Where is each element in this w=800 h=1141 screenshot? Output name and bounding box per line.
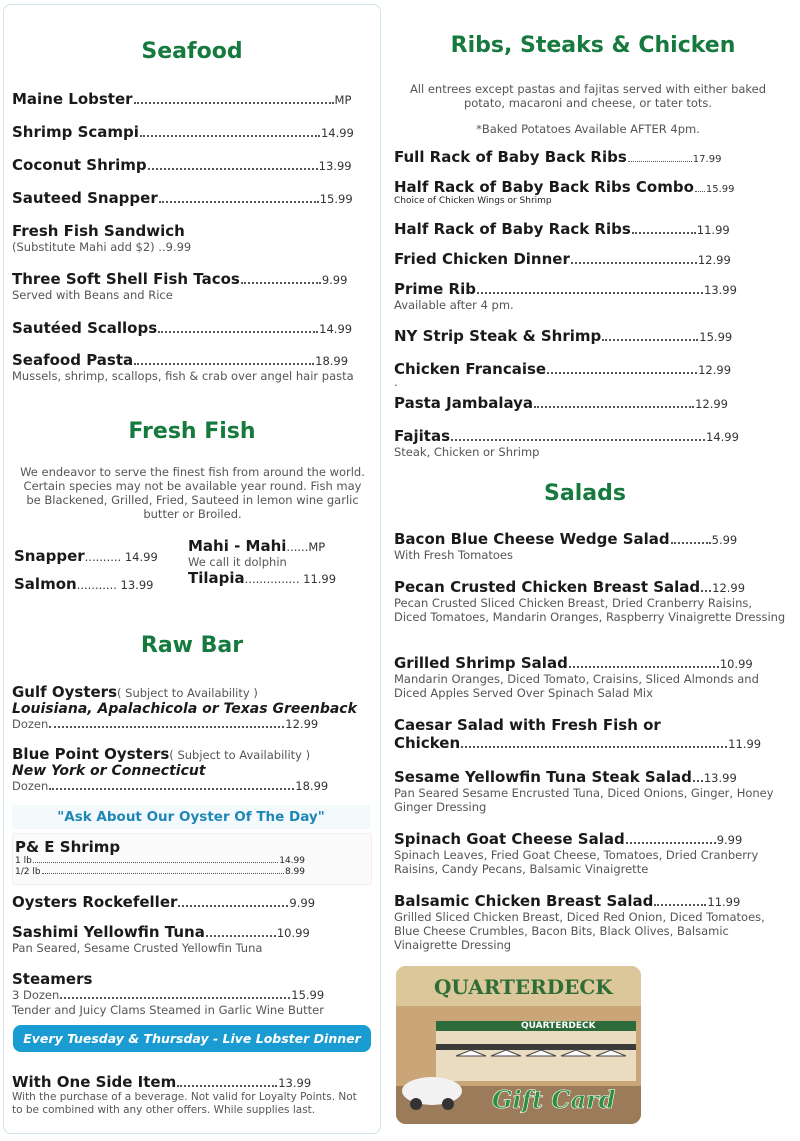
menu-item-maine-lobster (12, 90, 367, 108)
item-name: Pecan Crusted Chicken Breast Salad (394, 578, 701, 596)
fish-col-left (14, 547, 158, 593)
item-name: Steamers (12, 970, 93, 988)
item-name: Salmon (14, 575, 77, 593)
item-price: 8.99 (284, 867, 305, 877)
gift-card-logo: QUARTERDECK (434, 975, 613, 999)
live-lobster-banner: Every Tuesday & Thursday - Live Lobster Dinner (13, 1025, 371, 1052)
menu-item-fish-tacos (12, 270, 367, 302)
dot-leader (33, 862, 278, 863)
item-qty: Dozen (12, 717, 49, 731)
item-name: Gulf Oysters (12, 683, 118, 701)
menu-item-prime-rib (394, 280, 786, 312)
dot-leader (654, 904, 706, 906)
dot-leader (241, 282, 321, 284)
gift-card-label: Gift Card (492, 1085, 616, 1114)
item-name: Fried Chicken Dinner (394, 250, 570, 268)
item-description: We call it dolphin (188, 555, 287, 569)
item-price: MP (334, 93, 352, 107)
menu-item-wedge-salad (394, 530, 786, 562)
fresh-fish-title: Fresh Fish (128, 419, 256, 444)
menu-item-sauteed-snapper (12, 189, 367, 207)
item-price: 14.99 (279, 856, 305, 866)
fish-tilapia (188, 569, 336, 587)
item-name: Blue Point Oysters (12, 745, 170, 763)
item-price: 5.99 (711, 533, 738, 547)
fish-col-right (188, 537, 336, 587)
item-price: ......MP (286, 540, 326, 554)
item-name: Sashimi Yellowfin Tuna (12, 923, 205, 941)
item-description: Choice of Chicken Wings or Shrimp (394, 196, 552, 206)
menu-item-chicken-francaise (394, 360, 786, 389)
item-price: 10.99 (276, 926, 310, 940)
availability-note: ( Subject to Availability ) (117, 686, 258, 700)
item-price: 18.99 (295, 779, 329, 793)
item-name: Bacon Blue Cheese Wedge Salad (394, 530, 670, 548)
item-name: Oysters Rockefeller (12, 893, 178, 911)
dot-leader (134, 363, 314, 365)
item-description: With the purchase of a beverage. Not valid for Loyalty Points. Not to be combined with any other offers. While supplies last. (12, 1091, 357, 1116)
item-qty: Dozen (12, 779, 49, 793)
item-price: 14.99 (320, 126, 354, 140)
item-price: ............... 11.99 (244, 572, 337, 586)
item-price: 11.99 (696, 223, 730, 237)
item-name: Balsamic Chicken Breast Salad (394, 892, 654, 910)
item-name: Three Soft Shell Fish Tacos (12, 270, 240, 288)
item-name: Maine Lobster (12, 90, 133, 108)
dot-leader (534, 406, 694, 408)
dot-leader (178, 905, 288, 907)
fish-salmon (14, 575, 158, 593)
item-description: Pecan Crusted Sliced Chicken Breast, Dried Cranberry Raisins, Diced Tomatoes, Mandarin Oranges, Raspberry Vinaigrette Dressing (394, 596, 786, 624)
menu-item-ny-strip (394, 327, 786, 345)
dot-leader (159, 201, 319, 203)
menu-item-sauteed-scallops (12, 319, 367, 337)
item-name: P& E Shrimp (15, 838, 121, 856)
item-description: . (394, 375, 398, 389)
item-price: 15.99 (319, 192, 353, 206)
item-description: Pan Seared, Sesame Crusted Yellowfin Tuna (12, 941, 263, 955)
item-name: Fajitas (394, 427, 450, 445)
menu-item-full-rack (394, 148, 786, 166)
item-description: Spinach Leaves, Fried Goat Cheese, Tomatoes, Dried Cranberry Raisins, Candy Pecans, Balsamic Vinaigrette (394, 848, 759, 876)
item-qty: 1 lb (15, 856, 32, 866)
dot-leader (477, 292, 703, 294)
dot-leader (60, 997, 290, 999)
dot-leader (701, 590, 711, 592)
item-description: Available after 4 pm. (394, 298, 514, 312)
menu-item-fresh-fish-sandwich (12, 222, 367, 254)
item-name: Sesame Yellowfin Tuna Steak Salad (394, 768, 692, 786)
menu-item-balsamic-salad (394, 892, 786, 952)
dot-leader (626, 842, 716, 844)
menu-item-pecan-salad (394, 578, 786, 624)
item-name: Grilled Shrimp Salad (394, 654, 568, 672)
item-price: 12.99 (695, 397, 728, 411)
left-menu-panel (3, 4, 381, 1134)
menu-item-steamers (12, 970, 367, 1017)
item-price: 12.99 (698, 363, 732, 377)
dot-leader (177, 1085, 277, 1087)
item-price: ........... 13.99 (76, 578, 154, 592)
item-price: 13.99 (278, 1076, 312, 1090)
item-name: Snapper (14, 547, 85, 565)
dot-leader (571, 262, 697, 264)
gift-card-sign: QUARTERDECK (521, 1021, 596, 1031)
item-price: 9.99 (716, 833, 743, 847)
item-name: With One Side Item (12, 1073, 177, 1091)
item-description: Mandarin Oranges, Diced Tomato, Craisins, Sliced Almonds and Diced Apples Served Over Spinach Salad Mix (394, 672, 759, 700)
dot-leader (42, 873, 284, 874)
item-price: 10.99 (719, 657, 753, 671)
item-name: Tilapia (188, 569, 245, 587)
oyster-of-the-day-banner: "Ask About Our Oyster Of The Day" (12, 805, 370, 829)
item-qty: 3 Dozen (12, 988, 60, 1002)
pe-shrimp-box (12, 833, 372, 885)
menu-item-half-rack (394, 220, 786, 238)
menu-item-side-item (12, 1073, 367, 1117)
ribs-note: All entrees except pastas and fajitas served with either baked potato, macaroni and cheese, or tater tots. (409, 82, 767, 110)
dot-leader (671, 542, 711, 544)
item-price: 13.99 (703, 771, 737, 785)
item-description: Grilled Sliced Chicken Breast, Diced Red Onion, Diced Tomatoes, Blue Cheese Crumbles, Bacon Bits, Black Olives, Balsamic Vinaigrette Dressing (394, 910, 765, 952)
right-menu-panel (388, 0, 798, 1141)
dot-leader (632, 232, 696, 234)
item-name: NY Strip Steak & Shrimp (394, 327, 602, 345)
dot-leader (134, 102, 334, 104)
item-name: Mahi - Mahi (188, 537, 287, 555)
item-price: 12.99 (697, 253, 731, 267)
item-name: Half Rack of Baby Back Ribs Combo (394, 178, 694, 196)
gift-card-illustration (396, 966, 641, 1124)
dot-leader (451, 439, 705, 441)
availability-note: ( Subject to Availability ) (169, 748, 311, 762)
fish-mahi (188, 537, 336, 555)
dot-leader (695, 191, 705, 192)
menu-item-goat-cheese-salad (394, 830, 786, 876)
menu-item-seafood-pasta (12, 351, 367, 383)
item-name: Coconut Shrimp (12, 156, 147, 174)
raw-bar-title: Raw Bar (140, 633, 244, 658)
item-name: Pasta Jambalaya (394, 394, 534, 412)
dot-leader (547, 372, 697, 374)
item-name: Sautéed Scallops (12, 319, 158, 337)
menu-item-gulf-oysters (12, 683, 367, 732)
menu-item-oysters-rockefeller (12, 893, 367, 911)
item-price: 15.99 (705, 184, 735, 195)
dot-leader (49, 726, 284, 728)
menu-item-grilled-shrimp-salad (394, 654, 786, 700)
item-name-line2: Chicken (394, 734, 461, 752)
dot-leader (693, 780, 703, 782)
item-price: 14.99 (706, 430, 739, 444)
item-name: Chicken Francaise (394, 360, 547, 378)
item-name: Full Rack of Baby Back Ribs (394, 148, 627, 166)
item-name: Prime Rib (394, 280, 476, 298)
menu-item-sashimi-tuna (12, 923, 367, 955)
item-name: Sauteed Snapper (12, 189, 158, 207)
item-description: Served with Beans and Rice (12, 288, 173, 302)
item-price: 14.99 (319, 322, 353, 336)
item-name: Shrimp Scampi (12, 123, 139, 141)
menu-item-caesar-salad (394, 716, 786, 752)
item-name: Fresh Fish Sandwich (12, 222, 185, 240)
menu-item-fajitas (394, 427, 786, 459)
item-price: 12.99 (285, 717, 319, 731)
gift-card-image (396, 966, 641, 1124)
item-price: 13.99 (318, 159, 352, 173)
item-price: 9.99 (289, 896, 316, 910)
dot-leader (140, 135, 320, 137)
item-price: 13.99 (704, 283, 737, 297)
item-price: 11.99 (728, 737, 762, 751)
dot-leader (461, 746, 727, 748)
item-description: Mussels, shrimp, scallops, fish & crab over angel hair pasta (12, 369, 354, 383)
item-price: 18.99 (315, 354, 349, 368)
item-description: (Substitute Mahi add $2) ..9.99 (12, 240, 192, 254)
item-description: Pan Seared Sesame Encrusted Tuna, Diced Onions, Ginger, Honey Ginger Dressing (394, 786, 774, 814)
menu-item-blue-point-oysters (12, 745, 367, 794)
dot-leader (602, 339, 698, 341)
ribs-title: Ribs, Steaks & Chicken (450, 33, 736, 58)
seafood-title: Seafood (141, 39, 243, 64)
dot-leader (148, 168, 318, 170)
item-price: 12.99 (712, 581, 746, 595)
item-price: 15.99 (291, 988, 325, 1002)
menu-item-shrimp-scampi (12, 123, 367, 141)
item-name: Seafood Pasta (12, 351, 134, 369)
item-price: 9.99 (321, 273, 348, 287)
dot-leader (628, 161, 692, 162)
item-description: With Fresh Tomatoes (394, 548, 513, 562)
item-subtitle: New York or Connecticut (12, 763, 206, 779)
fish-snapper (14, 547, 158, 565)
dot-leader (158, 331, 318, 333)
menu-item-coconut-shrimp (12, 156, 367, 174)
item-description: Steak, Chicken or Shrimp (394, 445, 540, 459)
item-price: .......... 14.99 (84, 550, 158, 564)
item-price: 11.99 (707, 895, 741, 909)
salads-title: Salads (544, 481, 626, 506)
menu-item-half-rack-combo (394, 178, 786, 207)
item-description: Tender and Juicy Clams Steamed in Garlic Wine Butter (12, 1003, 324, 1017)
item-name: Caesar Salad with Fresh Fish or (394, 716, 661, 734)
item-name: Half Rack of Baby Rack Ribs (394, 220, 631, 238)
menu-item-fried-chicken (394, 250, 786, 268)
ribs-note-potatoes: *Baked Potatoes Available AFTER 4pm. (476, 122, 700, 136)
item-qty: 1/2 lb (15, 867, 41, 877)
item-price: 17.99 (692, 154, 722, 165)
fresh-fish-note: We endeavor to serve the finest fish from around the world. Certain species may not be available year round. Fish may be Blackened, Grilled, Fried, Sauteed in lemon wine garlic butter or Broiled. (20, 465, 365, 521)
menu-item-pasta-jambalaya (394, 394, 786, 412)
menu-item-tuna-salad (394, 768, 786, 814)
dot-leader (206, 935, 276, 937)
dot-leader (569, 666, 719, 668)
item-name: Spinach Goat Cheese Salad (394, 830, 625, 848)
item-subtitle: Louisiana, Apalachicola or Texas Greenback (12, 701, 357, 717)
dot-leader (49, 788, 294, 790)
item-price: 15.99 (699, 330, 733, 344)
